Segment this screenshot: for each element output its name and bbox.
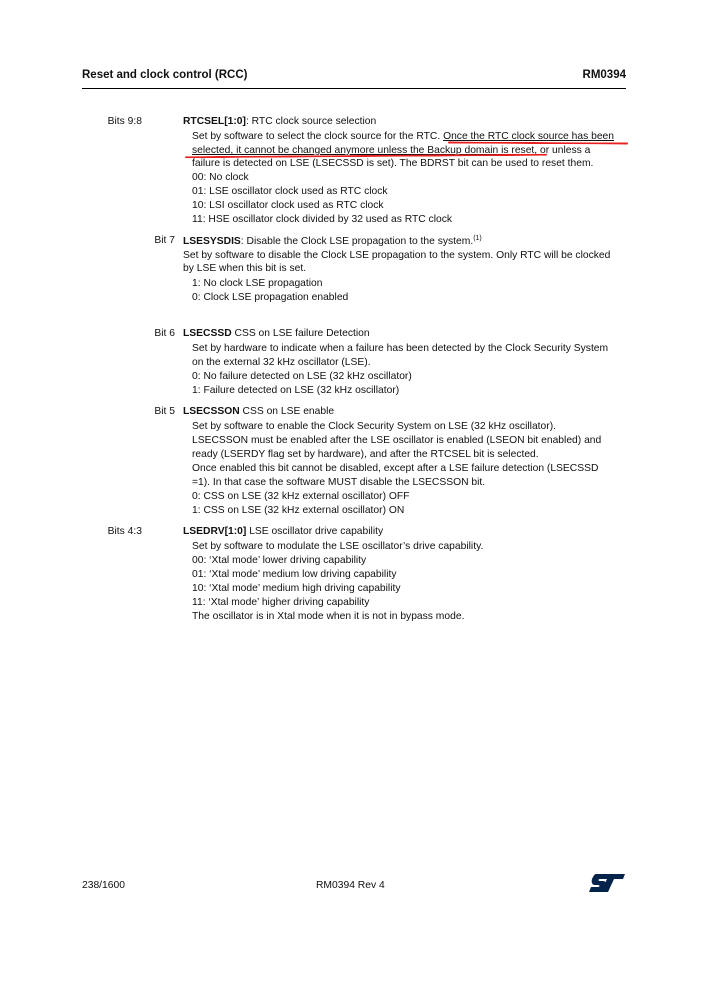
underlined-text: Once the RTC clock source has been bbox=[443, 131, 615, 142]
option-line: 01: LSE oscillator clock used as RTC clock bbox=[192, 186, 388, 197]
field-name: LSECSSD bbox=[183, 328, 232, 339]
st-logo-icon bbox=[588, 873, 626, 896]
bit-label: Bit 7 bbox=[154, 235, 175, 246]
bit-label: Bits 4:3 bbox=[107, 526, 142, 537]
field-title bbox=[183, 406, 334, 417]
section-title: Reset and clock control (RCC) bbox=[82, 69, 248, 81]
field-title bbox=[183, 116, 376, 127]
option-line: 00: No clock bbox=[192, 172, 249, 183]
st-logo-shape bbox=[589, 874, 625, 892]
bit-label: Bit 5 bbox=[154, 406, 175, 417]
field-title bbox=[183, 328, 370, 339]
desc-line bbox=[192, 131, 614, 142]
desc-line: failure is detected on LSE (LSECSSD is set). The BDRST bit can be used to reset them. bbox=[192, 158, 594, 169]
option-line: 0: CSS on LSE (32 kHz external oscillator) OFF bbox=[192, 491, 410, 502]
desc-line: Set by software to disable the Clock LSE propagation to the system. Only RTC will be clocked bbox=[183, 250, 611, 261]
desc-line: Set by software to modulate the LSE oscillator’s drive capability. bbox=[192, 541, 484, 552]
separator: : bbox=[245, 116, 252, 127]
underlined-text: selected, it cannot be changed anymore unless the Backup domain is reset bbox=[192, 145, 535, 156]
field-name: LSESYSDIS bbox=[183, 236, 241, 247]
desc-line: ready (LSERDY flag set by hardware), and after the RTCSEL bit is selected. bbox=[192, 449, 539, 460]
option-line: 0: No failure detected on LSE (32 kHz oscillator) bbox=[192, 371, 412, 382]
desc-line: The oscillator is in Xtal mode when it is not in bypass mode. bbox=[192, 611, 465, 622]
field-desc: CSS on LSE enable bbox=[242, 406, 335, 417]
field-desc: LSE oscillator drive capability bbox=[249, 526, 384, 537]
page-number: 238/1600 bbox=[82, 880, 125, 891]
document-id: RM0394 bbox=[582, 69, 626, 81]
desc-line: on the external 32 kHz oscillator (LSE). bbox=[192, 357, 371, 368]
option-line: 11: ‘Xtal mode’ higher driving capability bbox=[192, 597, 370, 608]
desc-line: Set by hardware to indicate when a failure has been detected by the Clock Security System bbox=[192, 343, 609, 354]
field-title bbox=[183, 526, 383, 537]
footnote-ref: (1) bbox=[473, 235, 482, 242]
option-line: 10: ‘Xtal mode’ medium high driving capability bbox=[192, 583, 401, 594]
field-desc: Disable the Clock LSE propagation to the system. bbox=[246, 236, 474, 247]
desc-line: by LSE when this bit is set. bbox=[183, 263, 307, 274]
option-line: 11: HSE oscillator clock divided by 32 used as RTC clock bbox=[192, 214, 453, 225]
text-run: Set by software to select the clock source for the RTC. bbox=[192, 131, 444, 142]
desc-line: LSECSSON must be enabled after the LSE oscillator is enabled (LSEON bit enabled) and bbox=[192, 435, 602, 446]
bit-label: Bit 6 bbox=[154, 328, 175, 339]
desc-line: =1). In that case the software MUST disable the LSECSSON bit. bbox=[192, 477, 486, 488]
document-revision: RM0394 Rev 4 bbox=[316, 880, 385, 891]
field-title bbox=[183, 235, 482, 247]
option-line: 1: Failure detected on LSE (32 kHz oscillator) bbox=[192, 385, 400, 396]
bit-label: Bits 9:8 bbox=[107, 116, 142, 127]
option-line: 1: No clock LSE propagation bbox=[192, 278, 323, 289]
option-line: 00: ‘Xtal mode’ lower driving capability bbox=[192, 555, 367, 566]
field-name: RTCSEL[1:0] bbox=[183, 116, 246, 127]
separator: : bbox=[240, 236, 247, 247]
option-line: 01: ‘Xtal mode’ medium low driving capability bbox=[192, 569, 397, 580]
option-line: 0: Clock LSE propagation enabled bbox=[192, 292, 349, 303]
text-run: , or unless a bbox=[534, 145, 591, 156]
field-name: LSEDRV[1:0] bbox=[183, 526, 247, 537]
desc-line: Once enabled this bit cannot be disabled, except after a LSE failure detection (LSECSSD bbox=[192, 463, 599, 474]
field-desc: RTC clock source selection bbox=[251, 116, 377, 127]
desc-line: Set by software to enable the Clock Security System on LSE (32 kHz oscillator). bbox=[192, 421, 556, 432]
header-divider bbox=[82, 88, 626, 89]
field-desc: CSS on LSE failure Detection bbox=[234, 328, 370, 339]
field-name: LSECSSON bbox=[183, 406, 240, 417]
option-line: 10: LSI oscillator clock used as RTC clock bbox=[192, 200, 384, 211]
option-line: 1: CSS on LSE (32 kHz external oscillator) ON bbox=[192, 505, 405, 516]
